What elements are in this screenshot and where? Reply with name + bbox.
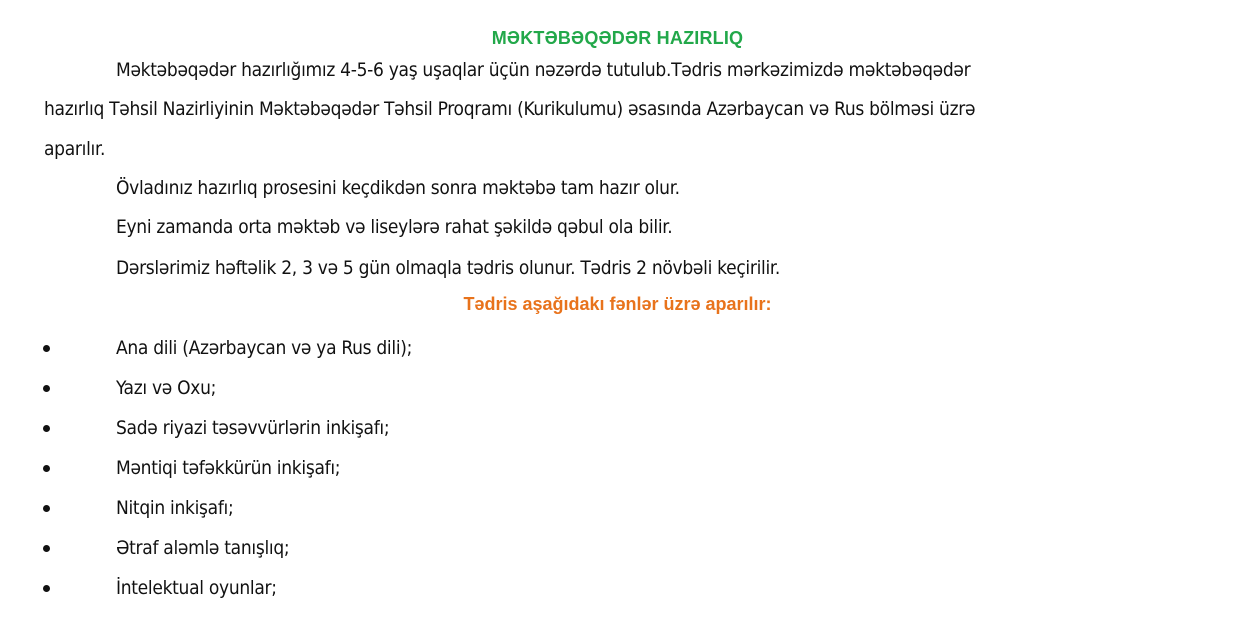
intro-line-2: hazırlıq Təhsil Nazirliyinin Məktəbəqədər Təhsil Proqramı (Kurikulumu) əsasında Azərbaycan və Rus bölməsi üzrə [44, 98, 976, 120]
list-item [0, 576, 1235, 616]
bullet-icon [43, 465, 50, 472]
bullet-icon [43, 505, 50, 512]
subjects-list [0, 336, 1235, 616]
list-item [0, 336, 1235, 376]
subject-label: İntelektual oyunlar; [116, 577, 277, 599]
subject-label: Yazı və Oxu; [116, 377, 217, 399]
subject-label: Ana dili (Azərbaycan və ya Rus dili); [116, 337, 413, 359]
list-item [0, 496, 1235, 536]
intro-line-1: Məktəbəqədər hazırlığımız 4-5-6 yaş uşaqlar üçün nəzərdə tutulub.Tədris mərkəzimizdə məktəbəqədər [116, 59, 971, 81]
bullet-icon [43, 545, 50, 552]
list-item [0, 456, 1235, 496]
paragraph-schedule: Dərslərimiz həftəlik 2, 3 və 5 gün olmaqla tədris olunur. Tədris 2 növbəli keçirilir. [116, 257, 781, 279]
list-item [0, 536, 1235, 576]
subject-label: Məntiqi təfəkkürün inkişafı; [116, 457, 341, 479]
intro-line-3: aparılır. [44, 138, 106, 160]
subject-label: Sadə riyazi təsəvvürlərin inkişafı; [116, 417, 390, 439]
bullet-icon [43, 345, 50, 352]
subject-label: Nitqin inkişafı; [116, 497, 234, 519]
subject-label: Ətraf aləmlə tanışlıq; [116, 537, 290, 559]
subjects-heading: Tədris aşağıdakı fənlər üzrə aparılır: [463, 294, 772, 314]
page-title: MƏKTƏBƏQƏDƏR HAZIRLIQ [491, 28, 744, 48]
paragraph-readiness: Övladınız hazırlıq prosesini keçdikdən sonra məktəbə tam hazır olur. [116, 177, 680, 199]
list-item [0, 376, 1235, 416]
bullet-icon [43, 585, 50, 592]
bullet-icon [43, 425, 50, 432]
bullet-icon [43, 385, 50, 392]
paragraph-admission: Eyni zamanda orta məktəb və liseylərə rahat şəkildə qəbul ola bilir. [116, 216, 673, 238]
list-item [0, 416, 1235, 456]
